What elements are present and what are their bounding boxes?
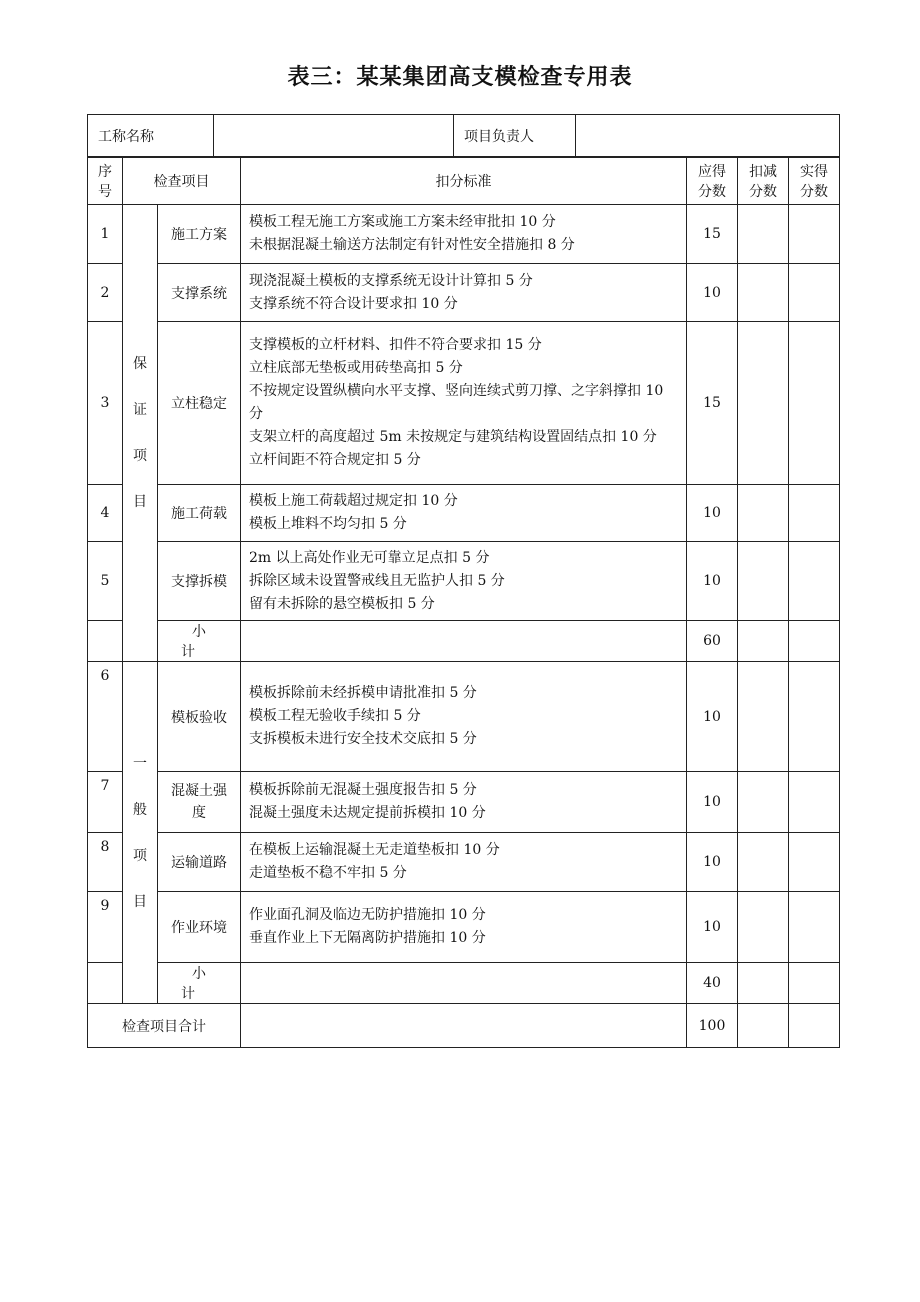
subtotal-seq-cell [88, 621, 123, 662]
col-deduct-header: 扣减 分数 [738, 158, 789, 205]
row-due-score: 10 [687, 772, 738, 833]
row-item: 施工荷载 [158, 485, 241, 542]
row-due-score: 10 [687, 892, 738, 963]
table-row [88, 542, 840, 621]
table-row [88, 892, 840, 963]
group-general: 一 般 项 目 [123, 662, 158, 1004]
subtotal-guarantee-score: 60 [687, 621, 738, 662]
row-item: 立柱稳定 [158, 322, 241, 485]
row-deduct-cell[interactable] [738, 662, 789, 772]
row-due-score: 10 [687, 833, 738, 892]
total-label: 检查项目合计 [88, 1004, 241, 1048]
row-actual-cell[interactable] [789, 264, 840, 322]
row-item: 支撑拆模 [158, 542, 241, 621]
subtotal-row [88, 963, 840, 1004]
row-actual-cell[interactable] [789, 322, 840, 485]
row-criteria: 模板工程无施工方案或施工方案未经审批扣 10 分 未根据混凝土输送方法制定有针对性安全措施扣 8 分 [241, 205, 687, 264]
row-actual-cell[interactable] [789, 542, 840, 621]
row-criteria: 支撑模板的立杆材料、扣件不符合要求扣 15 分 立柱底部无垫板或用砖垫高扣 5 分 不按规定设置纵横向水平支撑、竖向连续式剪刀撑、之字斜撑扣 10 分 支架立杆的高度超过 5m 未按规定与建筑结构设置固结点扣 10 分 立杆间距不符合规定扣 5 分 [241, 322, 687, 485]
column-header-row [88, 158, 840, 205]
row-deduct-cell[interactable] [738, 833, 789, 892]
header-table [87, 114, 840, 157]
row-actual-cell[interactable] [789, 662, 840, 772]
row-item: 作业环境 [158, 892, 241, 963]
table-row [88, 264, 840, 322]
subtotal-criteria-cell [241, 621, 687, 662]
row-actual-cell[interactable] [789, 772, 840, 833]
table-row [88, 205, 840, 264]
row-due-score: 10 [687, 542, 738, 621]
row-item: 运输道路 [158, 833, 241, 892]
row-seq: 5 [88, 542, 123, 621]
row-due-score: 15 [687, 322, 738, 485]
row-seq: 6 [88, 662, 123, 772]
row-seq: 3 [88, 322, 123, 485]
manager-field[interactable] [576, 115, 840, 157]
col-due-header: 应得 分数 [687, 158, 738, 205]
total-actual-cell[interactable] [789, 1004, 840, 1048]
row-seq: 4 [88, 485, 123, 542]
col-seq-header: 序 号 [88, 158, 123, 205]
row-seq: 1 [88, 205, 123, 264]
row-criteria: 作业面孔洞及临边无防护措施扣 10 分 垂直作业上下无隔离防护措施扣 10 分 [241, 892, 687, 963]
total-row [88, 1004, 840, 1048]
col-criteria-header: 扣分标准 [241, 158, 687, 205]
col-item-header: 检查项目 [123, 158, 241, 205]
total-score: 100 [687, 1004, 738, 1048]
row-deduct-cell[interactable] [738, 322, 789, 485]
total-deduct-cell[interactable] [738, 1004, 789, 1048]
row-seq: 8 [88, 833, 123, 892]
project-name-field[interactable] [214, 115, 454, 157]
subtotal-seq-cell [88, 963, 123, 1004]
table-row [88, 485, 840, 542]
subtotal-row [88, 621, 840, 662]
row-item: 混凝土强度 [158, 772, 241, 833]
inspection-table [87, 157, 840, 1048]
col-actual-header: 实得 分数 [789, 158, 840, 205]
row-deduct-cell[interactable] [738, 772, 789, 833]
row-seq: 7 [88, 772, 123, 833]
row-actual-cell[interactable] [789, 485, 840, 542]
subtotal-actual-cell[interactable] [789, 621, 840, 662]
row-criteria: 在模板上运输混凝土无走道垫板扣 10 分 走道垫板不稳不牢扣 5 分 [241, 833, 687, 892]
subtotal-deduct-cell[interactable] [738, 963, 789, 1004]
row-actual-cell[interactable] [789, 205, 840, 264]
total-criteria-cell [241, 1004, 687, 1048]
subtotal-deduct-cell[interactable] [738, 621, 789, 662]
row-seq: 9 [88, 892, 123, 963]
row-actual-cell[interactable] [789, 892, 840, 963]
row-deduct-cell[interactable] [738, 485, 789, 542]
row-deduct-cell[interactable] [738, 542, 789, 621]
subtotal-label: 小 计 [158, 963, 241, 1004]
row-criteria: 模板上施工荷载超过规定扣 10 分 模板上堆料不均匀扣 5 分 [241, 485, 687, 542]
subtotal-criteria-cell [241, 963, 687, 1004]
project-name-label: 工称名称 [88, 115, 214, 157]
table-row [88, 322, 840, 485]
row-actual-cell[interactable] [789, 833, 840, 892]
row-deduct-cell[interactable] [738, 205, 789, 264]
row-criteria: 2m 以上高处作业无可靠立足点扣 5 分 拆除区域未设置警戒线且无监护人扣 5 分 留有未拆除的悬空模板扣 5 分 [241, 542, 687, 621]
subtotal-actual-cell[interactable] [789, 963, 840, 1004]
row-item: 支撑系统 [158, 264, 241, 322]
row-item: 施工方案 [158, 205, 241, 264]
page-title: 表三：某某集团高支模检查专用表 [287, 65, 633, 90]
row-seq: 2 [88, 264, 123, 322]
row-deduct-cell[interactable] [738, 264, 789, 322]
table-row [88, 833, 840, 892]
group-guarantee: 保 证 项 目 [123, 205, 158, 662]
row-due-score: 15 [687, 205, 738, 264]
manager-label: 项目负责人 [454, 115, 576, 157]
row-criteria: 现浇混凝土模板的支撑系统无设计计算扣 5 分 支撑系统不符合设计要求扣 10 分 [241, 264, 687, 322]
row-due-score: 10 [687, 485, 738, 542]
row-criteria: 模板拆除前无混凝土强度报告扣 5 分 混凝土强度未达规定提前拆模扣 10 分 [241, 772, 687, 833]
subtotal-label: 小 计 [158, 621, 241, 662]
row-criteria: 模板拆除前未经拆模申请批准扣 5 分 模板工程无验收手续扣 5 分 支拆模板未进行安全技术交底扣 5 分 [241, 662, 687, 772]
subtotal-general-score: 40 [687, 963, 738, 1004]
row-due-score: 10 [687, 264, 738, 322]
table-row [88, 772, 840, 833]
table-row [88, 662, 840, 772]
row-item: 模板验收 [158, 662, 241, 772]
row-deduct-cell[interactable] [738, 892, 789, 963]
row-due-score: 10 [687, 662, 738, 772]
